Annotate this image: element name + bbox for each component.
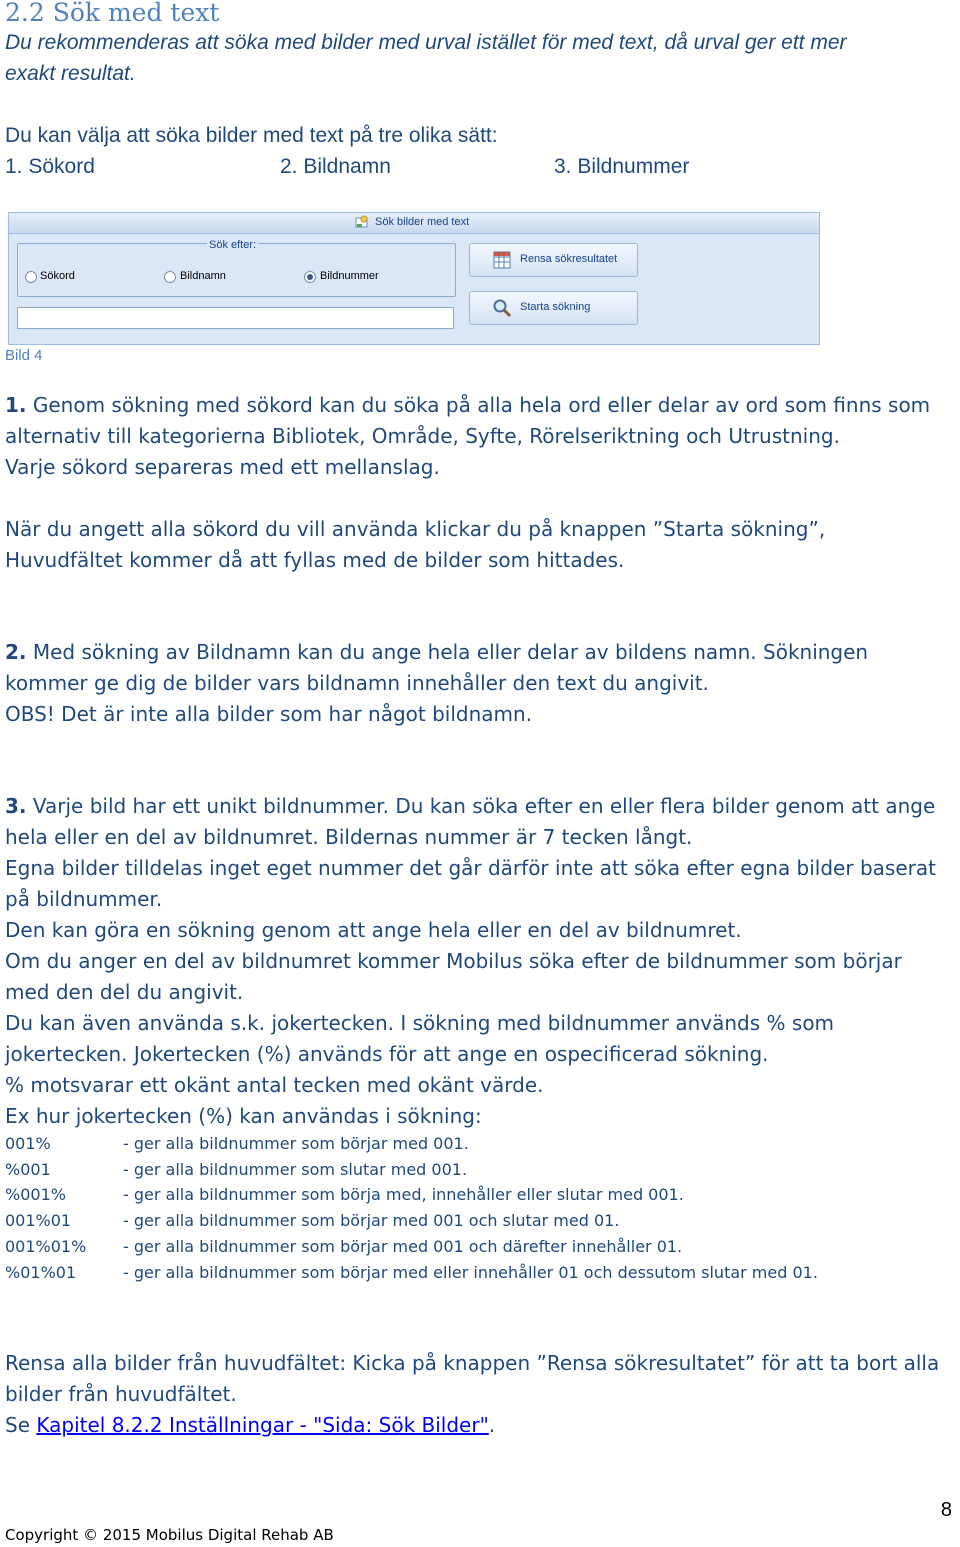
para-line: hela eller en del av bildnumret. Bildernas nummer är 7 tecken långt. — [5, 825, 693, 849]
para-line: bilder från huvudfältet. — [5, 1382, 237, 1406]
para-text: Genom sökning med sökord kan du söka på alla hela ord eller delar av ord som finns som — [26, 393, 931, 417]
example-pattern: %01%01 — [5, 1263, 77, 1282]
example-pattern: %001 — [5, 1160, 51, 1179]
radio-sokord[interactable] — [25, 271, 37, 283]
magnifier-icon — [492, 298, 512, 318]
example-desc: - ger alla bildnummer som börjar med eller innehåller 01 och dessutom slutar med 01. — [123, 1263, 818, 1282]
search-input[interactable] — [17, 307, 454, 329]
para-line: Rensa alla bilder från huvudfältet: Kicka på knappen ”Rensa sökresultatet” för att ta bort alla — [5, 1351, 940, 1375]
para-line: Du kan även använda s.k. jokertecken. I sökning med bildnummer används % som — [5, 1011, 835, 1035]
search-by-fieldset — [17, 243, 456, 297]
example-pattern: %001% — [5, 1185, 66, 1204]
page-number: 8 — [940, 1499, 952, 1521]
intro-methods: Du kan välja att söka bilder med text på tre olika sätt: — [5, 124, 498, 147]
para-line: Huvudfältet kommer då att fyllas med de bilder som hittades. — [5, 548, 625, 572]
copyright-footer: Copyright © 2015 Mobilus Digital Rehab AB — [5, 1526, 334, 1544]
method-1: 1. Sökord — [5, 155, 95, 178]
see-suffix: . — [488, 1413, 496, 1437]
start-search-label: Starta sökning — [520, 301, 591, 313]
intro-line: exakt resultat. — [5, 62, 136, 85]
see-also-line — [5, 1413, 495, 1437]
radio-bildnamn[interactable] — [164, 271, 176, 283]
search-text-panel — [8, 212, 820, 345]
see-prefix: Se — [5, 1413, 37, 1437]
section-number: 3. — [5, 794, 27, 818]
para-line: Ex hur jokertecken (%) kan användas i sökning: — [5, 1104, 482, 1128]
para-line: på bildnummer. — [5, 887, 163, 911]
example-pattern: 001% — [5, 1134, 51, 1153]
para-line: alternativ till kategorierna Bibliotek, Område, Syfte, Rörelseriktning och Utrustning. — [5, 424, 840, 448]
clear-results-label: Rensa sökresultatet — [520, 253, 618, 265]
para-line: OBS! Det är inte alla bilder som har något bildnamn. — [5, 702, 533, 726]
para-line: % motsvarar ett okänt antal tecken med okänt värde. — [5, 1073, 544, 1097]
example-pattern: 001%01% — [5, 1237, 87, 1256]
example-desc: - ger alla bildnummer som börjar med 001 och därefter innehåller 01. — [123, 1237, 683, 1256]
radio-label: Bildnummer — [320, 270, 379, 282]
para-line — [5, 794, 935, 818]
example-desc: - ger alla bildnummer som börja med, innehåller eller slutar med 001. — [123, 1185, 684, 1204]
para-line: jokertecken. Jokertecken (%) används för att ange en ospecificerad sökning. — [5, 1042, 769, 1066]
para-line: med den del du angivit. — [5, 980, 244, 1004]
para-line: Om du anger en del av bildnumret kommer Mobilus söka efter de bildnummer som börjar — [5, 949, 902, 973]
para-line: Varje sökord separeras med ett mellanslag. — [5, 455, 440, 479]
section-number: 1. — [5, 393, 27, 417]
method-3: 3. Bildnummer — [554, 155, 690, 178]
para-line: Egna bilder tilldelas inget eget nummer det går därför inte att söka efter egna bilder baserat — [5, 856, 936, 880]
start-search-button[interactable] — [469, 291, 638, 325]
grid-icon — [492, 250, 512, 270]
chapter-link[interactable]: Kapitel 8.2.2 Inställningar - "Sida: Sök Bilder" — [36, 1413, 489, 1437]
figure-caption: Bild 4 — [5, 347, 43, 364]
clear-results-button[interactable] — [469, 243, 638, 277]
intro-line: Du rekommenderas att söka med bilder med urval istället för med text, då urval ger ett mer — [5, 31, 847, 54]
radio-label: Sökord — [40, 270, 75, 282]
para-line: När du angett alla sökord du vill använda klickar du på knappen ”Starta sökning”, — [5, 517, 826, 541]
para-line — [5, 393, 930, 417]
para-line: kommer ge dig de bilder vars bildnamn innehåller den text du angivit. — [5, 671, 709, 695]
search-text-icon — [355, 215, 369, 229]
example-desc: - ger alla bildnummer som börjar med 001 och slutar med 01. — [123, 1211, 620, 1230]
method-2: 2. Bildnamn — [280, 155, 391, 178]
para-text: Med sökning av Bildnamn kan du ange hela eller delar av bildens namn. Sökningen — [26, 640, 869, 664]
search-by-legend: Sök efter: — [209, 239, 257, 251]
radio-label: Bildnamn — [180, 270, 226, 282]
example-pattern: 001%01 — [5, 1211, 72, 1230]
para-line — [5, 640, 868, 664]
para-line: Den kan göra en sökning genom att ange hela eller en del av bildnumret. — [5, 918, 742, 942]
example-desc: - ger alla bildnummer som slutar med 001. — [123, 1160, 468, 1179]
radio-bildnummer[interactable] — [304, 271, 316, 283]
section-heading: 2.2 Sök med text — [5, 0, 220, 27]
panel-header — [9, 213, 819, 234]
section-number: 2. — [5, 640, 27, 664]
panel-title: Sök bilder med text — [375, 216, 470, 228]
para-text: Varje bild har ett unikt bildnummer. Du kan söka efter en eller flera bilder genom att ange — [26, 794, 936, 818]
example-desc: - ger alla bildnummer som börjar med 001. — [123, 1134, 469, 1153]
